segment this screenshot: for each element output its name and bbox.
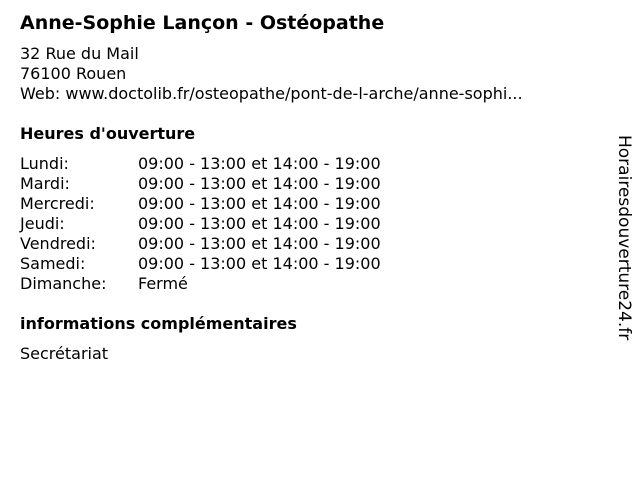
day-label: Mercredi: — [20, 194, 95, 213]
hours-row-lundi — [20, 154, 381, 174]
day-hours: Fermé — [138, 274, 188, 293]
additional-info-heading: informations complémentaires — [20, 314, 297, 333]
hours-row-samedi — [20, 254, 381, 274]
opening-hours-heading: Heures d'ouverture — [20, 124, 196, 143]
business-title: Anne-Sophie Lançon - Ostéopathe — [20, 12, 385, 34]
day-hours: 09:00 - 13:00 et 14:00 - 19:00 — [138, 194, 381, 213]
day-hours: 09:00 - 13:00 et 14:00 - 19:00 — [138, 174, 381, 193]
site-watermark-text: Horairesdouverture24.fr — [614, 135, 634, 341]
website-text: Web: www.doctolib.fr/osteopathe/pont-de-l-arche/anne-sophi... — [20, 84, 523, 103]
day-label: Dimanche: — [20, 274, 107, 293]
day-label: Lundi: — [20, 154, 69, 173]
hours-row-vendredi — [20, 234, 381, 254]
day-label: Mardi: — [20, 174, 70, 193]
day-hours: 09:00 - 13:00 et 14:00 - 19:00 — [138, 154, 381, 173]
day-hours: 09:00 - 13:00 et 14:00 - 19:00 — [138, 234, 381, 253]
address-city: 76100 Rouen — [20, 64, 127, 83]
hours-row-dimanche — [20, 274, 381, 294]
address-block — [20, 44, 523, 104]
address-street: 32 Rue du Mail — [20, 44, 139, 63]
day-hours: 09:00 - 13:00 et 14:00 - 19:00 — [138, 214, 381, 233]
hours-row-jeudi — [20, 214, 381, 234]
site-watermark — [612, 135, 636, 375]
opening-hours-table — [20, 154, 381, 294]
day-label: Samedi: — [20, 254, 86, 273]
hours-row-mercredi — [20, 194, 381, 214]
day-hours: 09:00 - 13:00 et 14:00 - 19:00 — [138, 254, 381, 273]
day-label: Jeudi: — [20, 214, 65, 233]
additional-info-text: Secrétariat — [20, 344, 109, 363]
hours-row-mardi — [20, 174, 381, 194]
day-label: Vendredi: — [20, 234, 96, 253]
